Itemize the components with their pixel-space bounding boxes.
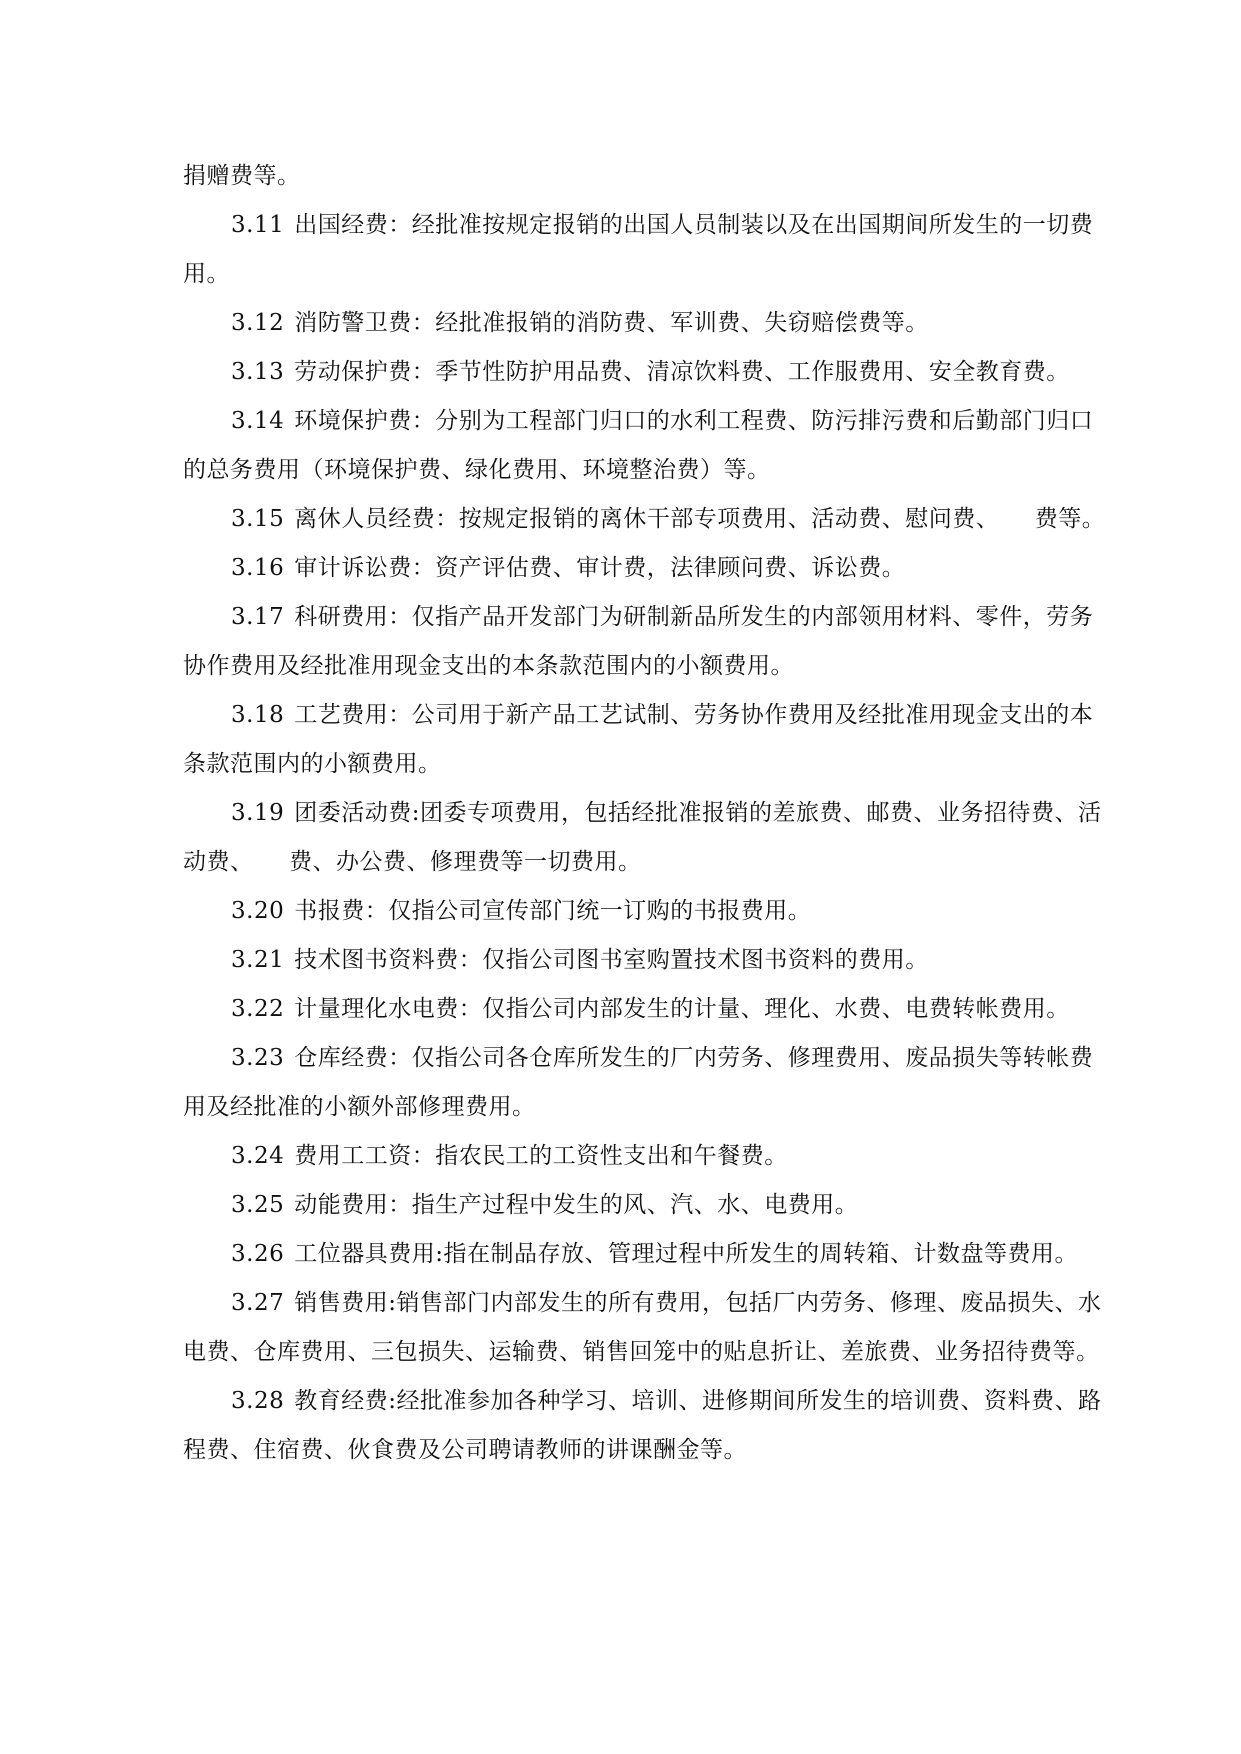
clause-number: 3.28 (231, 1388, 285, 1414)
clause-number: 3.12 (231, 310, 285, 336)
paragraph-3-27 (183, 1279, 1113, 1377)
paragraph-3-23 (183, 1034, 1113, 1132)
paragraph-3-19 (183, 789, 1113, 887)
clause-number: 3.20 (231, 898, 285, 924)
paragraph-text: 出国经费：经批准按规定报销的出国人员制装以及在出国期间所发生的一切费用。 (183, 212, 1094, 287)
paragraph-text: 仓库经费：仅指公司各仓库所发生的厂内劳务、修理费用、废品损失等转帐费用及经批准的小额外部修理费用。 (183, 1045, 1094, 1120)
clause-number: 3.21 (231, 947, 285, 973)
paragraph-text: 劳动保护费：季节性防护用品费、清凉饮料费、工作服费用、安全教育费。 (294, 359, 1070, 385)
clause-number: 3.17 (231, 604, 285, 630)
clause-number: 3.23 (231, 1045, 285, 1071)
clause-number: 3.18 (231, 702, 285, 728)
paragraph-3-15 (183, 495, 1113, 544)
clause-number: 3.26 (231, 1241, 285, 1267)
paragraph-3-21 (183, 936, 1113, 985)
paragraph-text: 审计诉讼费：资产评估费、审计费，法律顾问费、诉讼费。 (294, 555, 906, 581)
paragraph-text: 捐赠费等。 (183, 163, 301, 189)
paragraph-text: 书报费：仅指公司宣传部门统一订购的书报费用。 (294, 898, 812, 924)
paragraph-3-18 (183, 691, 1113, 789)
paragraph-text: 教育经费:经批准参加各种学习、培训、进修期间所发生的培训费、资料费、路程费、住宿费、伙食费及公司聘请教师的讲课酬金等。 (183, 1388, 1102, 1463)
paragraph-text: 计量理化水电费：仅指公司内部发生的计量、理化、水费、电费转帐费用。 (294, 996, 1070, 1022)
paragraph-3-25 (183, 1181, 1113, 1230)
paragraph-3-24 (183, 1132, 1113, 1181)
clause-number: 3.11 (231, 212, 285, 238)
paragraph-text: 科研费用：仅指产品开发部门为研制新品所发生的内部领用材料、零件，劳务协作费用及经批准用现金支出的本条款范围内的小额费用。 (183, 604, 1094, 679)
paragraph-text: 工位器具费用:指在制品存放、管理过程中所发生的周转箱、计数盘等费用。 (294, 1241, 1078, 1267)
paragraph-3-11 (183, 201, 1113, 299)
paragraph-3-20 (183, 887, 1113, 936)
paragraph-3-26 (183, 1230, 1113, 1279)
paragraph-text: 动能费用：指生产过程中发生的风、汽、水、电费用。 (294, 1192, 859, 1218)
clause-number: 3.13 (231, 359, 285, 385)
document-body (183, 152, 1113, 1475)
paragraph-3-14 (183, 397, 1113, 495)
clause-number: 3.25 (231, 1192, 285, 1218)
paragraph-text: 工艺费用：公司用于新产品工艺试制、劳务协作费用及经批准用现金支出的本条款范围内的小额费用。 (183, 702, 1094, 777)
clause-number: 3.15 (231, 506, 285, 532)
clause-number: 3.14 (231, 408, 285, 434)
paragraph-text: 团委活动费:团委专项费用，包括经批准报销的差旅费、邮费、业务招待费、活动费、 费、办公费、修理费等一切费用。 (183, 800, 1102, 875)
paragraph-3-16 (183, 544, 1113, 593)
paragraph-0 (183, 152, 1113, 201)
paragraph-3-28 (183, 1377, 1113, 1475)
paragraph-text: 技术图书资料费：仅指公司图书室购置技术图书资料的费用。 (294, 947, 929, 973)
paragraph-text: 环境保护费：分别为工程部门归口的水利工程费、防污排污费和后勤部门归口的总务费用（环境保护费、绿化费用、环境整治费）等。 (183, 408, 1094, 483)
paragraph-3-17 (183, 593, 1113, 691)
paragraph-text: 销售费用:销售部门内部发生的所有费用，包括厂内劳务、修理、废品损失、水电费、仓库费用、三包损失、运输费、销售回笼中的贴息折让、差旅费、业务招待费等。 (183, 1290, 1102, 1365)
clause-number: 3.22 (231, 996, 285, 1022)
clause-number: 3.19 (231, 800, 285, 826)
paragraph-text: 离休人员经费：按规定报销的离休干部专项费用、活动费、慰问费、 费等。 (294, 506, 1106, 532)
paragraph-3-22 (183, 985, 1113, 1034)
paragraph-3-13 (183, 348, 1113, 397)
paragraph-text: 消防警卫费：经批准报销的消防费、军训费、失窃赔偿费等。 (294, 310, 929, 336)
clause-number: 3.16 (231, 555, 285, 581)
paragraph-text: 费用工工资：指农民工的工资性支出和午餐费。 (294, 1143, 788, 1169)
paragraph-3-12 (183, 299, 1113, 348)
clause-number: 3.24 (231, 1143, 285, 1169)
clause-number: 3.27 (231, 1290, 285, 1316)
